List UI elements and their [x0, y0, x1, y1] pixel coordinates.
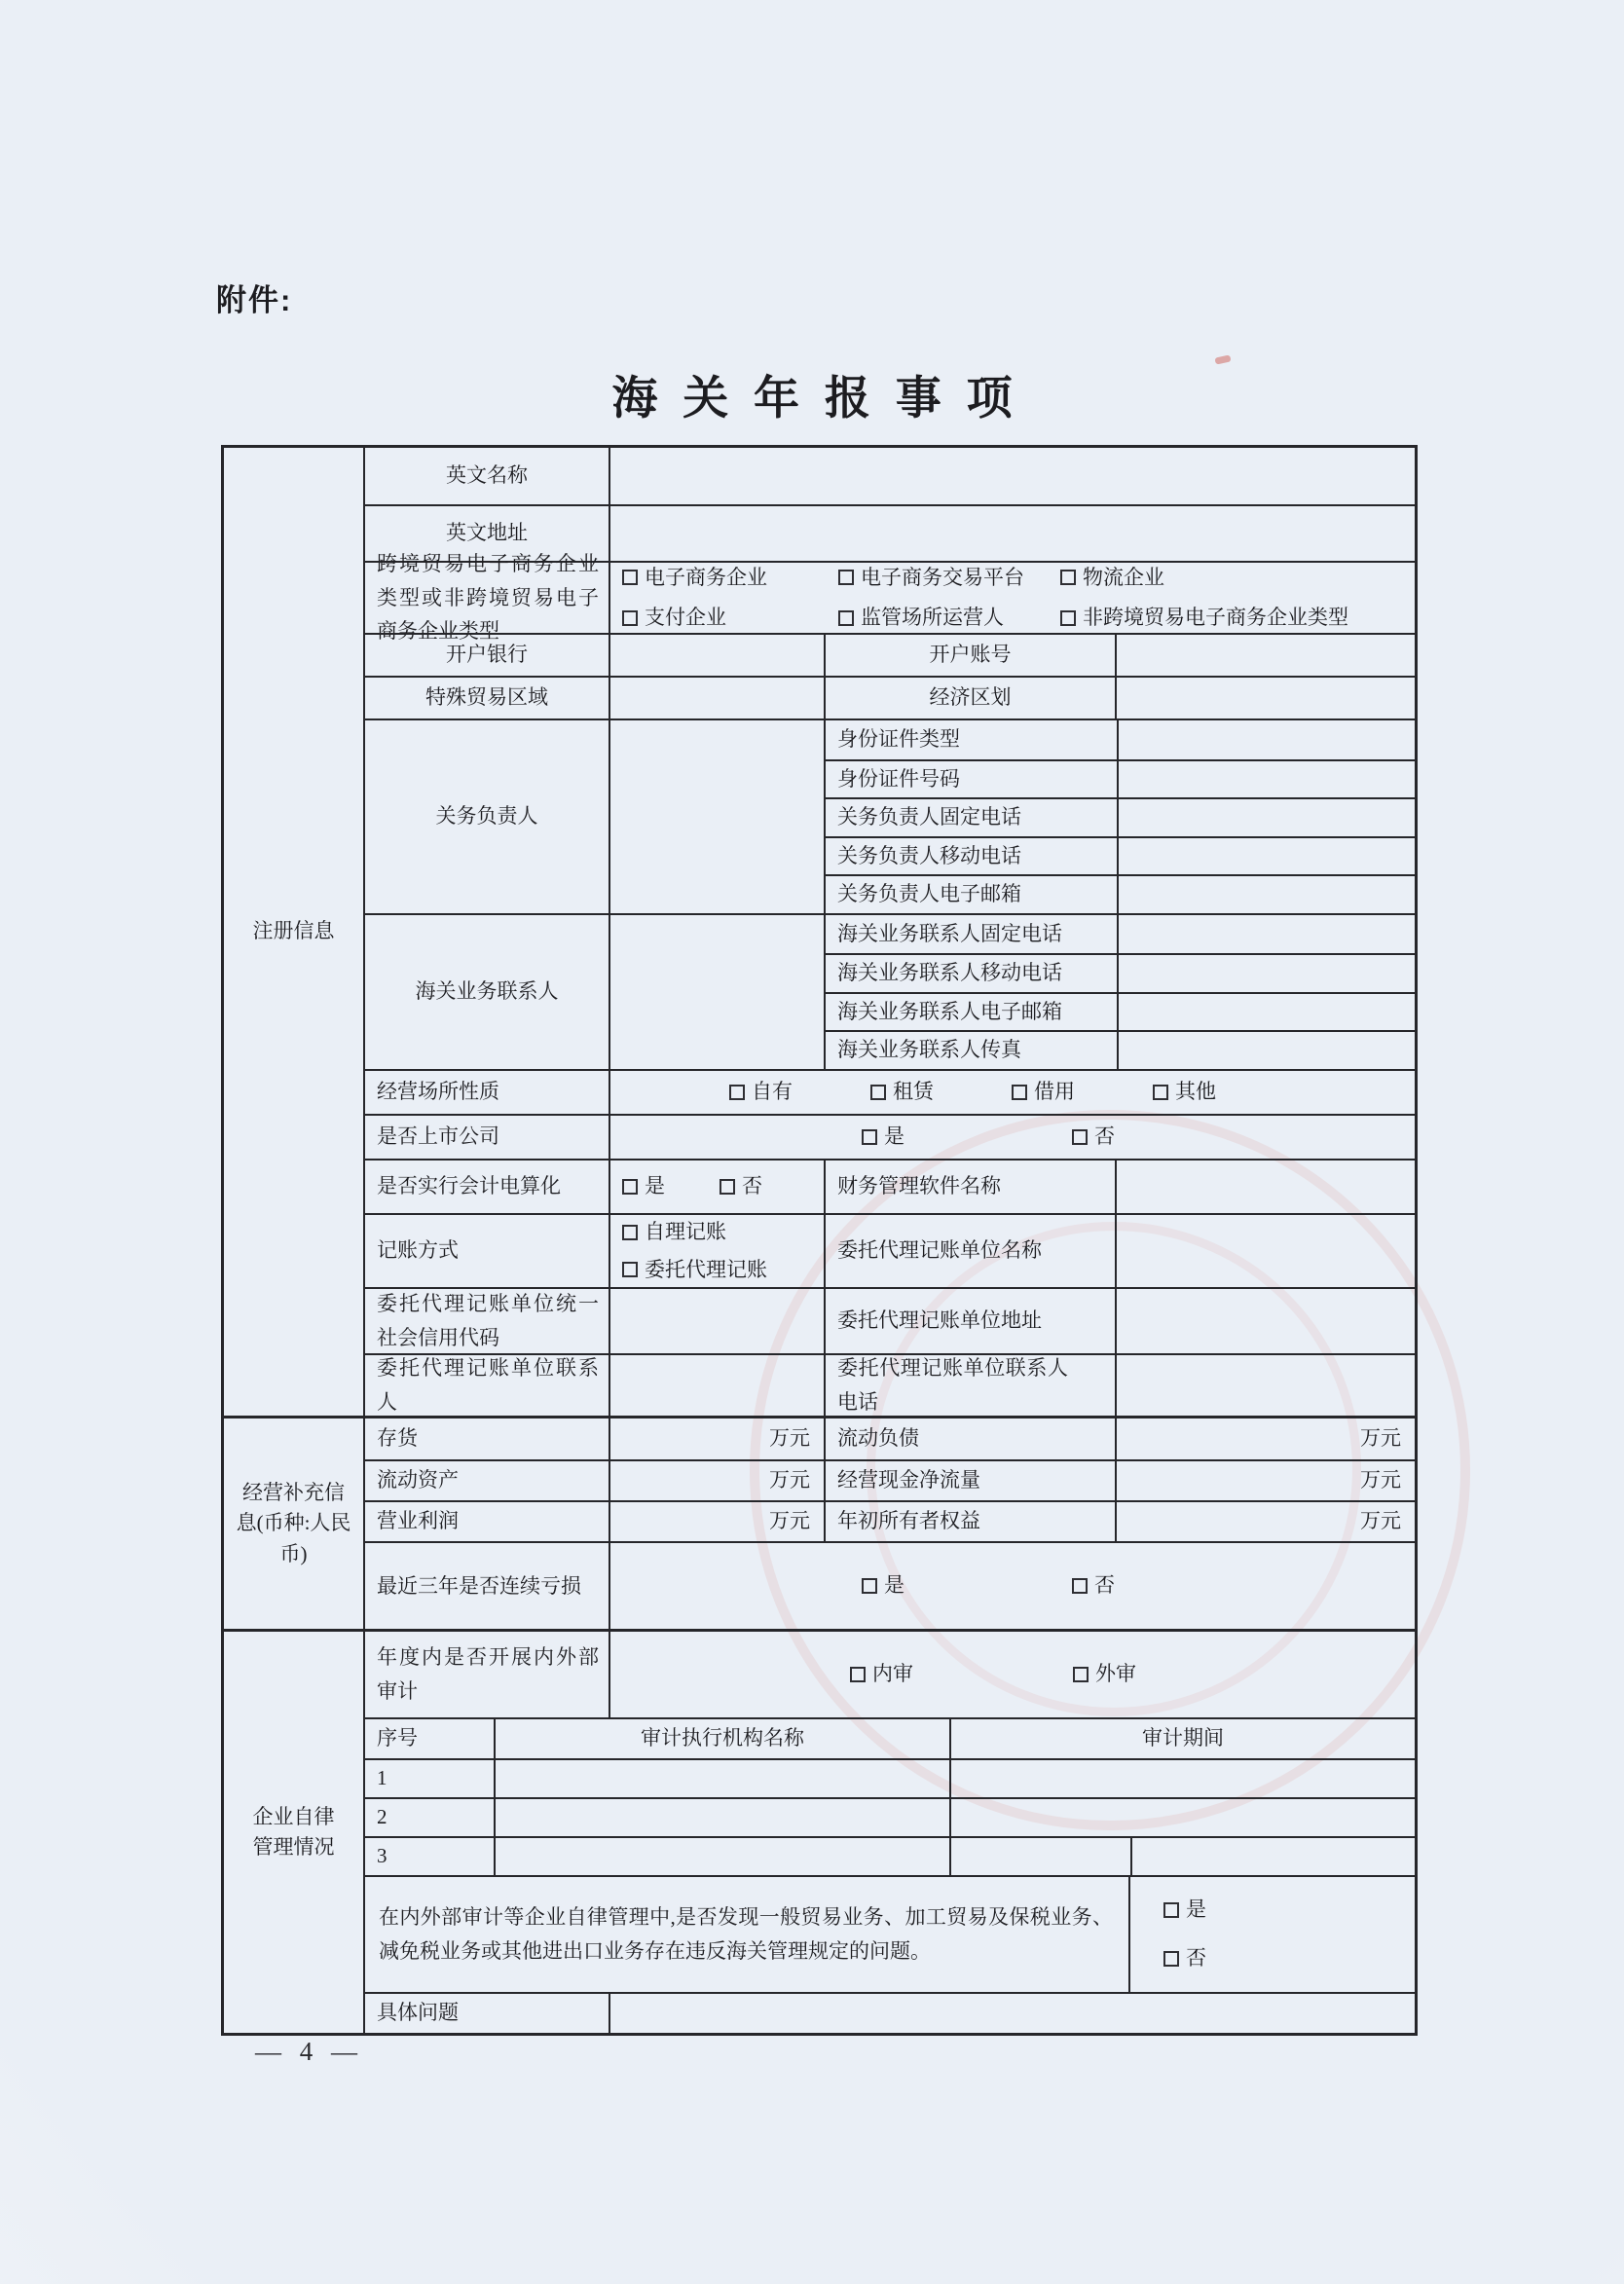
audit-row-3-seq: 3 — [363, 1838, 494, 1875]
english-address-value-cell — [609, 506, 1415, 561]
audit-conducted-options — [609, 1632, 1415, 1717]
account-value-cell — [1115, 635, 1415, 676]
agency-uscc-label: 委托代理记账单位统一社会信用代码 — [363, 1289, 609, 1353]
audit-row-1-seq: 1 — [363, 1760, 494, 1797]
option-listed-no: 否 — [1072, 1122, 1115, 1153]
listed-company-options — [609, 1116, 1415, 1159]
row-agency-contact — [363, 1353, 1415, 1416]
checkbox-icon — [850, 1667, 866, 1682]
customs-manager-label: 关务负责人 — [363, 720, 609, 913]
customs-contact-name-cell — [609, 915, 824, 1069]
option-violation-yes: 是 — [1163, 1895, 1206, 1926]
checkbox-icon — [1060, 610, 1076, 626]
agency-contact-value-cell — [609, 1355, 824, 1416]
manager-email-value-cell — [1117, 876, 1415, 913]
option-internal-audit: 内审 — [850, 1659, 913, 1690]
checkbox-icon — [622, 610, 638, 626]
id-type-label: 身份证件类型 — [837, 727, 960, 752]
checkbox-icon — [1153, 1085, 1168, 1100]
account-label: 开户账号 — [824, 635, 1115, 676]
checkbox-icon — [1012, 1085, 1027, 1100]
inventory-label: 存货 — [363, 1418, 609, 1459]
checkbox-icon — [729, 1085, 745, 1100]
option-payment-enterprise: 支付企业 — [622, 603, 838, 634]
ecommerce-type-options — [610, 563, 1415, 634]
manager-landline-value-cell — [1117, 799, 1415, 836]
contact-fax-label: 海关业务联系人传真 — [837, 1038, 1021, 1062]
audit-row-2-seq: 2 — [363, 1799, 494, 1836]
violation-question-text: 在内外部审计等企业自律管理中,是否发现一般贸易业务、加工贸易及保税业务、减免税业务或其他进出口业务存在违反海关管理规定的问题。 — [363, 1877, 1128, 1992]
id-type-value-cell — [1117, 720, 1415, 759]
operating-profit-label: 营业利润 — [363, 1502, 609, 1541]
audit-row-3-org-cell — [494, 1838, 949, 1875]
row-consecutive-loss — [363, 1541, 1415, 1629]
checkbox-icon — [870, 1085, 886, 1100]
audit-conducted-label: 年度内是否开展内外部审计 — [363, 1632, 609, 1717]
row-inventory — [363, 1418, 1415, 1459]
section-self-discipline — [224, 1629, 1415, 2033]
economic-zone-label: 经济区划 — [824, 678, 1115, 718]
contact-email-value-cell — [1117, 994, 1415, 1031]
audit-row-3-period-left-cell — [949, 1838, 1130, 1875]
annual-report-form-table — [221, 445, 1418, 2036]
bookkeeping-options — [610, 1217, 767, 1285]
row-premises — [363, 1069, 1415, 1114]
row-listed-company — [363, 1114, 1415, 1159]
premises-label: 经营场所性质 — [363, 1071, 609, 1114]
option-ecommerce-trading-platform: 电子商务交易平台 — [838, 563, 1060, 594]
audit-row-1-org-cell — [494, 1760, 949, 1797]
row-customs-contact — [363, 913, 1415, 1069]
row-operating-profit — [363, 1500, 1415, 1541]
specific-issues-value-cell — [609, 1994, 1415, 2033]
contact-landline-value-cell — [1117, 915, 1415, 953]
option-listed-yes: 是 — [862, 1122, 904, 1153]
option-loss-yes: 是 — [862, 1570, 904, 1602]
agency-phone-label: 委托代理记账单位联系人电话 — [824, 1355, 1115, 1416]
option-non-crossborder-type: 非跨境贸易电子商务企业类型 — [1060, 603, 1415, 634]
audit-row-1-period-cell — [949, 1760, 1415, 1797]
contact-fax-value-cell — [1117, 1032, 1415, 1069]
row-agency-uscc — [363, 1287, 1415, 1353]
section-registration-label: 注册信息 — [252, 919, 335, 943]
row-english-name — [363, 448, 1415, 504]
row-violation-question — [363, 1875, 1415, 1992]
checkbox-icon — [622, 1262, 638, 1277]
specific-issues-label: 具体问题 — [363, 1994, 609, 2033]
checkbox-icon — [1073, 1667, 1089, 1682]
agency-name-label: 委托代理记账单位名称 — [824, 1215, 1115, 1287]
option-premises-rent: 租赁 — [870, 1077, 934, 1108]
row-audit-3 — [363, 1836, 1415, 1875]
option-agency-bookkeeping: 委托代理记账 — [622, 1255, 767, 1286]
contact-mobile-value-cell — [1117, 955, 1415, 992]
checkbox-icon — [622, 1179, 638, 1195]
checkbox-icon — [1072, 1129, 1088, 1145]
subrow-manager-landline — [826, 797, 1415, 836]
operating-cashflow-label: 经营现金净流量 — [824, 1461, 1115, 1500]
row-computerized-accounting — [363, 1159, 1415, 1213]
manager-mobile-label: 关务负责人移动电话 — [837, 843, 1021, 867]
computerized-accounting-label: 是否实行会计电算化 — [363, 1160, 609, 1213]
attachment-label: 附件: — [216, 283, 293, 317]
agency-contact-label: 委托代理记账单位联系人 — [363, 1355, 609, 1416]
document-title: 海关年报事项 — [611, 374, 1038, 424]
inventory-unit: 万元 — [609, 1418, 824, 1459]
contact-landline-label: 海关业务联系人固定电话 — [837, 921, 1062, 945]
checkbox-icon — [622, 1225, 638, 1240]
owners-equity-label: 年初所有者权益 — [824, 1502, 1115, 1541]
checkbox-icon — [720, 1179, 735, 1195]
row-audit-1 — [363, 1758, 1415, 1797]
option-logistics-enterprise: 物流企业 — [1060, 563, 1415, 594]
subrow-contact-mobile — [826, 953, 1415, 992]
ecommerce-type-label: 跨境贸易电子商务企业类型或非跨境贸易电子商务企业类型 — [363, 563, 609, 633]
contact-mobile-label: 海关业务联系人移动电话 — [837, 961, 1062, 985]
bank-value-cell — [609, 635, 824, 676]
special-trade-zone-value-cell — [609, 678, 824, 718]
bank-label: 开户银行 — [363, 635, 609, 676]
manager-mobile-value-cell — [1117, 838, 1415, 875]
section-business-supplement-label: 经营补充信息(币种:人民币) — [236, 1480, 351, 1566]
row-customs-manager — [363, 718, 1415, 913]
subrow-id-number — [826, 759, 1415, 798]
option-supervised-premises-operator: 监管场所运营人 — [838, 603, 1060, 634]
bookkeeping-label: 记账方式 — [363, 1215, 609, 1287]
section-self-discipline-label: 企业自律管理情况 — [252, 1804, 335, 1859]
agency-name-value-cell — [1115, 1215, 1415, 1287]
consecutive-loss-options — [609, 1543, 1415, 1629]
current-assets-unit: 万元 — [609, 1461, 824, 1500]
id-number-value-cell — [1117, 761, 1415, 798]
special-trade-zone-label: 特殊贸易区域 — [363, 678, 609, 718]
id-number-label: 身份证件号码 — [837, 766, 960, 791]
audit-row-3-period-right-cell — [1130, 1838, 1415, 1875]
audit-period-header: 审计期间 — [949, 1719, 1415, 1758]
owners-equity-unit: 万元 — [1115, 1502, 1415, 1541]
audit-org-header: 审计执行机构名称 — [494, 1719, 949, 1758]
row-current-assets — [363, 1459, 1415, 1500]
option-ecommerce-enterprise: 电子商务企业 — [622, 563, 838, 594]
row-bank — [363, 633, 1415, 676]
subrow-manager-email — [826, 874, 1415, 913]
row-audit-2 — [363, 1797, 1415, 1836]
subrow-contact-landline — [826, 915, 1415, 953]
listed-company-label: 是否上市公司 — [363, 1116, 609, 1159]
agency-phone-value-cell — [1115, 1355, 1415, 1416]
option-premises-borrow: 借用 — [1012, 1077, 1075, 1108]
checkbox-icon — [838, 610, 854, 626]
subrow-contact-fax — [826, 1030, 1415, 1069]
customs-contact-label: 海关业务联系人 — [363, 915, 609, 1069]
operating-cashflow-unit: 万元 — [1115, 1461, 1415, 1500]
consecutive-loss-label: 最近三年是否连续亏损 — [363, 1543, 609, 1629]
checkbox-icon — [1163, 1902, 1179, 1918]
section-registration — [224, 448, 1415, 1416]
premises-options — [609, 1071, 1415, 1114]
contact-email-label: 海关业务联系人电子邮箱 — [837, 999, 1062, 1023]
row-ecommerce-type — [363, 552, 1415, 644]
page-number: — 4 — — [255, 2037, 363, 2066]
agency-address-value-cell — [1115, 1289, 1415, 1353]
manager-landline-label: 关务负责人固定电话 — [837, 805, 1021, 829]
row-bookkeeping — [363, 1213, 1415, 1287]
checkbox-icon — [862, 1578, 877, 1594]
subrow-contact-email — [826, 992, 1415, 1031]
checkbox-icon — [1060, 570, 1076, 585]
option-accounting-no: 否 — [720, 1171, 762, 1202]
english-address-label: 英文地址 — [363, 506, 609, 561]
english-name-label: 英文名称 — [363, 448, 609, 504]
current-assets-label: 流动资产 — [363, 1461, 609, 1500]
manager-email-label: 关务负责人电子邮箱 — [837, 882, 1021, 906]
checkbox-icon — [1163, 1951, 1179, 1967]
option-external-audit: 外审 — [1073, 1659, 1136, 1690]
computerized-accounting-options — [609, 1160, 824, 1213]
row-special-trade-zone — [363, 676, 1415, 718]
operating-profit-unit: 万元 — [609, 1502, 824, 1541]
violation-question-options — [1130, 1877, 1415, 1992]
subrow-manager-mobile — [826, 836, 1415, 875]
checkbox-icon — [862, 1129, 877, 1145]
audit-row-2-org-cell — [494, 1799, 949, 1836]
option-self-bookkeeping: 自理记账 — [622, 1217, 767, 1248]
checkbox-icon — [1072, 1578, 1088, 1594]
finance-software-value-cell — [1115, 1160, 1415, 1213]
row-audit-conducted — [363, 1632, 1415, 1717]
row-specific-issues — [363, 1992, 1415, 2033]
row-audit-header — [363, 1717, 1415, 1758]
agency-uscc-value-cell — [609, 1289, 824, 1353]
section-business-supplement — [224, 1416, 1415, 1629]
option-violation-no: 否 — [1163, 1943, 1206, 1974]
agency-address-label: 委托代理记账单位地址 — [824, 1289, 1115, 1353]
option-loss-no: 否 — [1072, 1570, 1115, 1602]
audit-row-2-period-cell — [949, 1799, 1415, 1836]
option-premises-own: 自有 — [729, 1077, 793, 1108]
subrow-id-type — [826, 720, 1415, 759]
english-name-value-cell — [609, 448, 1415, 504]
customs-manager-name-cell — [609, 720, 824, 913]
option-accounting-yes: 是 — [622, 1171, 665, 1202]
checkbox-icon — [838, 570, 854, 585]
current-liabilities-label: 流动负债 — [824, 1418, 1115, 1459]
checkbox-icon — [622, 570, 638, 585]
economic-zone-value-cell — [1115, 678, 1415, 718]
audit-seq-header: 序号 — [363, 1719, 494, 1758]
option-premises-other: 其他 — [1153, 1077, 1216, 1108]
current-liabilities-unit: 万元 — [1115, 1418, 1415, 1459]
finance-software-label: 财务管理软件名称 — [824, 1160, 1115, 1213]
